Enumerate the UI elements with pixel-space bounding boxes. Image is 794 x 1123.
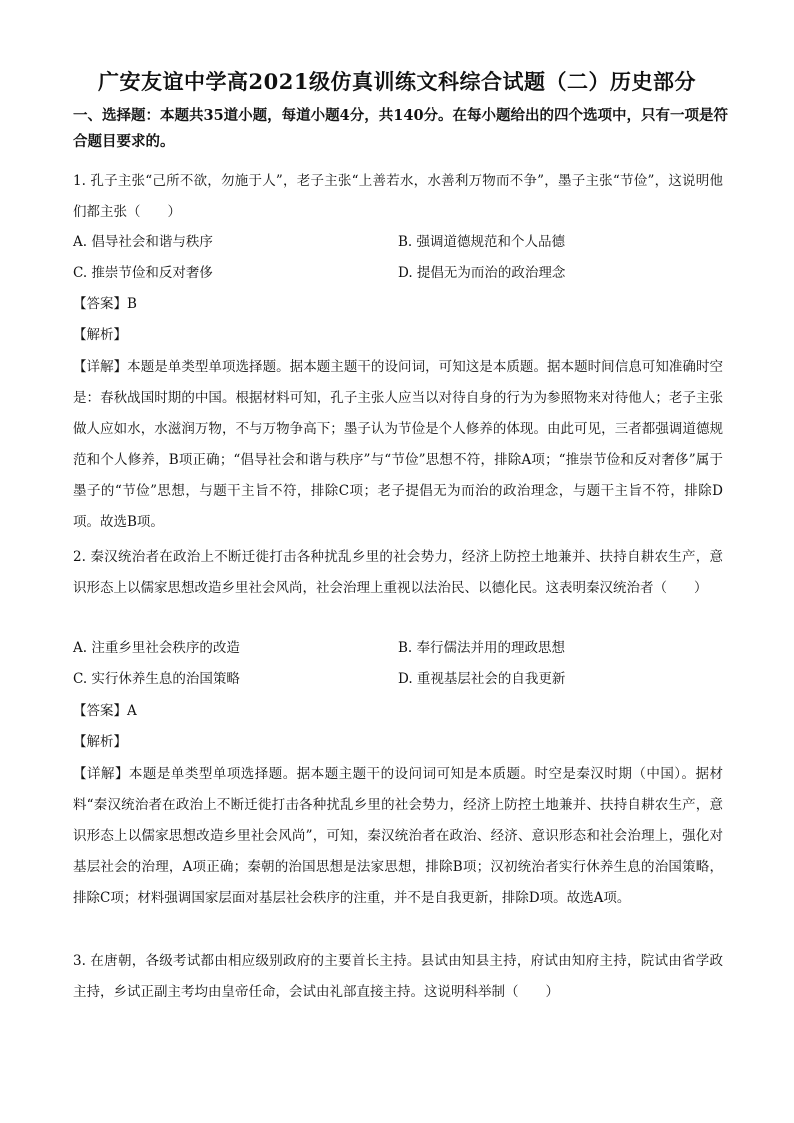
question-2-stem: 2. 秦汉统治者在政治上不断迁徙打击各种扰乱乡里的社会势力，经济上防控土地兼并、扶持自耕农生产，意识形态上以儒家思想改造乡里社会风尚，社会治理上重视以法治民、以德化民。这表明秦汉统治者（ ） bbox=[73, 549, 723, 596]
question-1-option-b: B. 强调道德规范和个人品德 bbox=[398, 234, 566, 250]
question-1-analysis-label: 【解析】 bbox=[73, 327, 127, 343]
question-1-option-c: C. 推崇节俭和反对奢侈 bbox=[73, 265, 213, 281]
question-2-option-b: B. 奉行儒法并用的理政思想 bbox=[398, 640, 566, 656]
question-1-option-d: D. 提倡无为而治的政治理念 bbox=[398, 265, 566, 281]
question-3-stem: 3. 在唐朝，各级考试都由相应级别政府的主要首长主持。县试由知县主持，府试由知府主持，院试由省学政主持，乡试正副主考均由皇帝任命，会试由礼部直接主持。这说明科举制（ ） bbox=[73, 953, 723, 1000]
page-title: 广安友谊中学高2021级仿真训练文科综合试题（二）历史部分 bbox=[98, 69, 696, 94]
question-2-detail: 【详解】本题是单类型单项选择题。据本题主题干的设问词可知是本质题。时空是秦汉时期（中国）。据材料“秦汉统治者在政治上不断迁徙打击各种扰乱乡里的社会势力，经济上防控土地兼并、扶持自耕农生产，意识形态上以儒家思想改造乡里社会风尚”，可知，秦汉统治者在政治、经济、意识形态和社会治理上，强化对基层社会的治理，A项正确；秦朝的治国思想是法家思想，排除B项；汉初统治者实行休养生息的治国策略，排除C项；材料强调国家层面对基层社会秩序的注重，并不是自我更新，排除D项。故选A项。 bbox=[73, 766, 723, 906]
question-2-option-a: A. 注重乡里社会秩序的改造 bbox=[73, 640, 240, 656]
question-2-answer: 【答案】A bbox=[73, 703, 137, 719]
question-1-stem: 1. 孔子主张“己所不欲，勿施于人”，老子主张“上善若水，水善利万物而不争”，墨子主张“节俭”，这说明他们都主张（ ） bbox=[73, 173, 723, 220]
question-2-analysis-label: 【解析】 bbox=[73, 734, 127, 750]
question-2-option-d: D. 重视基层社会的自我更新 bbox=[398, 671, 566, 687]
question-2-option-c: C. 实行休养生息的治国策略 bbox=[73, 671, 240, 687]
section-header: 一、选择题：本题共35道小题，每道小题4分，共140分。在每小题给出的四个选项中，只有一项是符合题目要求的。 bbox=[73, 107, 729, 150]
question-1-detail: 【详解】本题是单类型单项选择题。据本题主题干的设问词，可知这是本质题。据本题时间信息可知准确时空是：春秋战国时期的中国。根据材料可知，孔子主张人应当以对待自身的行为为参照物来对待他人；老子主张做人应如水，水滋润万物，不与万物争高下；墨子认为节俭是个人修养的体现。由此可见，三者都强调道德规范和个人修养，B项正确；“倡导社会和谐与秩序”与“节俭”思想不符，排除A项；“推崇节俭和反对奢侈”属于墨子的“节俭”思想，与题干主旨不符，排除C项；老子提倡无为而治的政治理念，与题干主旨不符，排除D项。故选B项。 bbox=[73, 359, 723, 530]
question-1-option-a: A. 倡导社会和谐与秩序 bbox=[73, 234, 213, 250]
question-1-answer: 【答案】B bbox=[73, 296, 137, 312]
